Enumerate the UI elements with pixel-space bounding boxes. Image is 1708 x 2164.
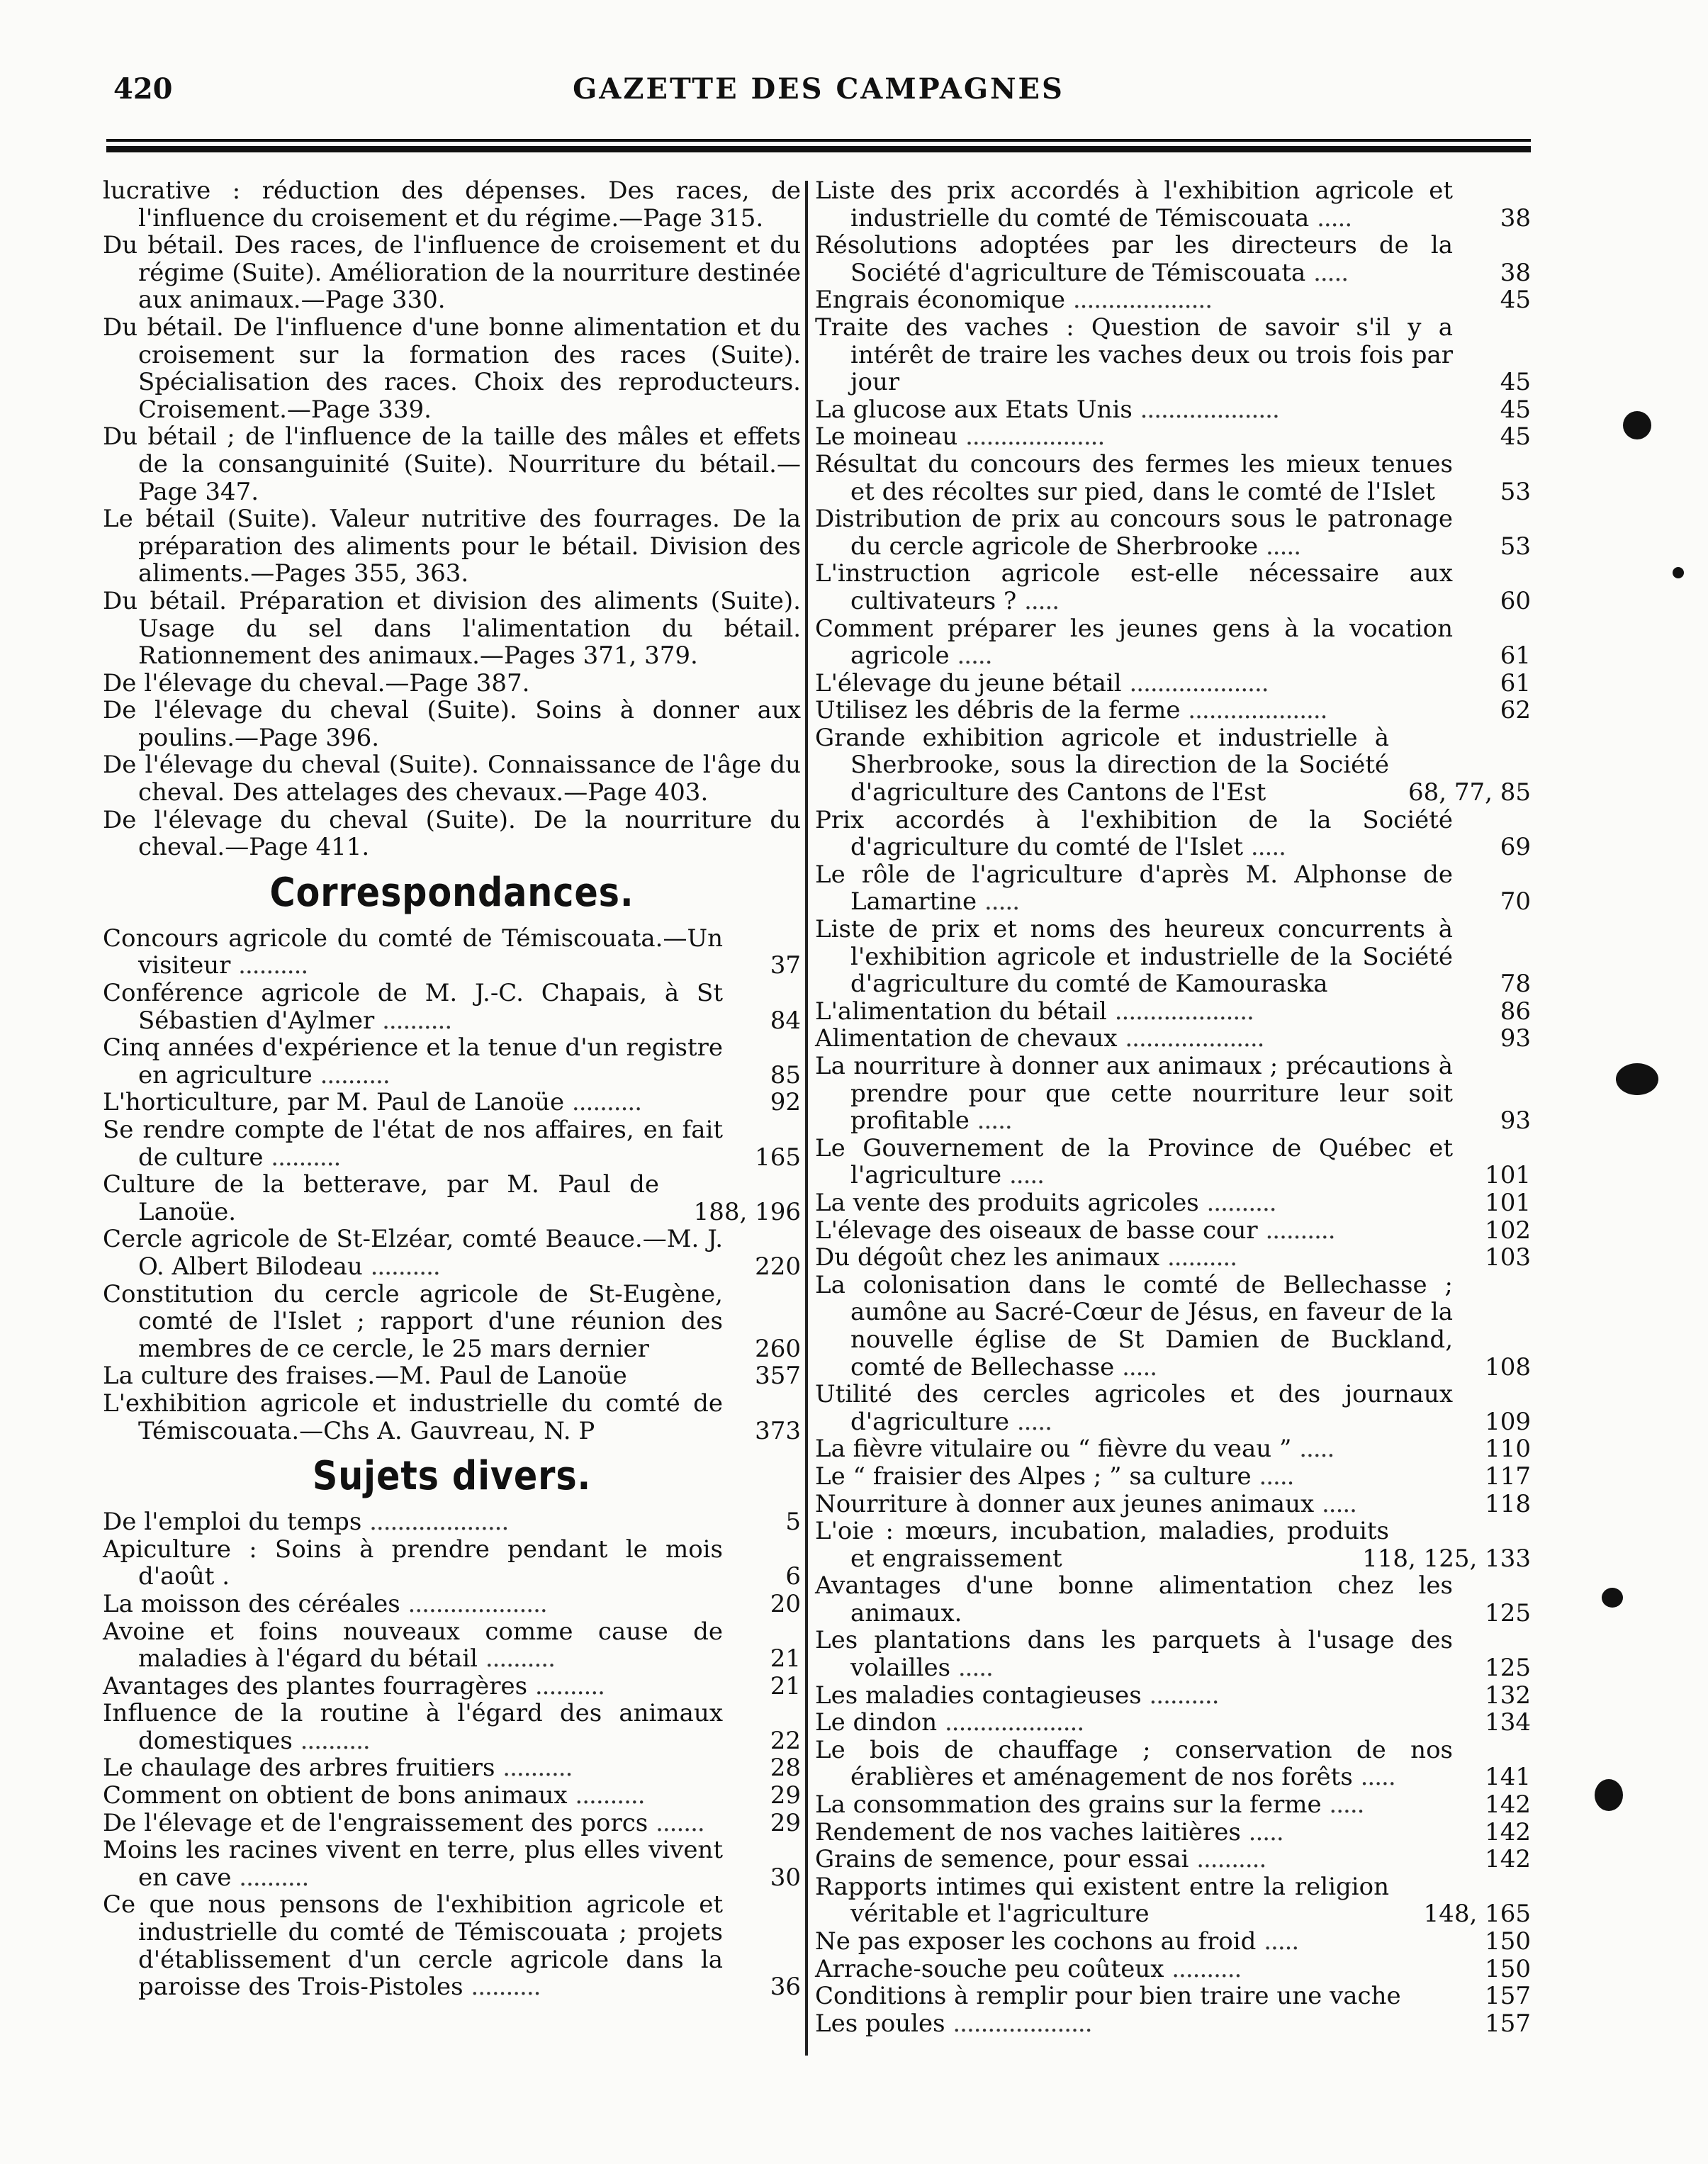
toc-entry: Du bétail. Préparation et division des aliments (Suite). Usage du sel dans l'alimentation du bétail. Rationnement des animaux.—Pages 371, 379.: [103, 586, 801, 671]
toc-entry: Le chaulage des arbres fruitiers .......... 28: [103, 1754, 801, 1783]
page-ref: 45: [1500, 395, 1531, 424]
page-ref: 101: [1485, 1161, 1531, 1190]
toc-entry: Moins les racines vivent en terre, plus elles vivent en cave .......... 30: [103, 1836, 801, 1892]
page-ref: 29: [770, 1808, 801, 1837]
page-ref: 188, 196: [693, 1197, 801, 1226]
right-column: [815, 177, 1531, 2037]
ink-speck: [1616, 1063, 1658, 1095]
toc-entry: La colonisation dans le comté de Bellechasse ; aumône au Sacré-Cœur de Jésus, en faveur de la nouvelle église de St Damien de Buckland, comté de Bellechasse ..... 108: [815, 1270, 1531, 1381]
toc-entry: Grande exhibition agricole et industrielle à Sherbrooke, sous la direction de la Société d'agriculture des Cantons de l'Est 68, 77, 85: [815, 723, 1531, 807]
sujets-list: [103, 1508, 801, 2001]
page-ref: 61: [1500, 641, 1531, 671]
toc-entry: Résolutions adoptées par les directeurs de la Société d'agriculture de Témiscouata ..... 38: [815, 231, 1531, 287]
page-ref: 103: [1485, 1243, 1531, 1272]
page-ref: 84: [770, 1006, 801, 1035]
page-ref: 92: [770, 1088, 801, 1117]
toc-entry: Distribution de prix au concours sous le patronage du cercle agricole de Sherbrooke ..... 53: [815, 505, 1531, 561]
ink-speck: [1595, 1779, 1623, 1811]
page-ref: 357: [755, 1362, 801, 1391]
toc-entry: De l'élevage du cheval (Suite). Soins à donner aux poulins.—Page 396.: [103, 696, 801, 752]
toc-entry: Comment on obtient de bons animaux .......... 29: [103, 1781, 801, 1810]
ink-speck: [1673, 567, 1684, 578]
toc-entry: L'instruction agricole est-elle nécessaire aux cultivateurs ? ..... 60: [815, 559, 1531, 615]
page-ref: 150: [1485, 1954, 1531, 1983]
page-ref: 134: [1485, 1708, 1531, 1737]
page-ref: 93: [1500, 1024, 1531, 1053]
page-number: 420: [113, 72, 173, 106]
page-ref: 78: [1500, 970, 1531, 999]
page-ref: 102: [1485, 1216, 1531, 1245]
page-ref: 86: [1500, 997, 1531, 1026]
continuation-list: [103, 177, 801, 861]
toc-entry: Le “ fraisier des Alpes ; ” sa culture ..... 117: [815, 1462, 1531, 1491]
header-rule-thick: [106, 146, 1531, 152]
toc-entry: Du bétail. Des races, de l'influence de croisement et du régime (Suite). Amélioration de la nourriture destinée aux animaux.—Page 330.: [103, 231, 801, 315]
toc-entry: Le bétail (Suite). Valeur nutritive des fourrages. De la préparation des aliments pour le bétail. Division des aliments.—Pages 355, 363.: [103, 505, 801, 588]
toc-entry: Le rôle de l'agriculture d'après M. Alphonse de Lamartine ..... 70: [815, 860, 1531, 916]
toc-entry: Liste de prix et noms des heureux concurrents à l'exhibition agricole et industrielle de la Société d'agriculture du comté de Kamouraska 78: [815, 915, 1531, 999]
toc-entry: Ne pas exposer les cochons au froid ..... 150: [815, 1927, 1531, 1956]
toc-entry: Cinq années d'expérience et la tenue d'un registre en agriculture .......... 85: [103, 1033, 801, 1089]
toc-entry: Constitution du cercle agricole de St-Eugène, comté de l'Islet ; rapport d'une réunion des membres de ce cercle, le 25 mars dernier 260: [103, 1279, 801, 1363]
page-ref: 60: [1500, 586, 1531, 615]
toc-entry: Utilité des cercles agricoles et des journaux d'agriculture ..... 109: [815, 1380, 1531, 1436]
page-ref: 125: [1485, 1598, 1531, 1627]
page-ref: 132: [1485, 1681, 1531, 1710]
page-ref: 125: [1485, 1654, 1531, 1683]
page-ref: 118: [1485, 1489, 1531, 1518]
toc-entry: Influence de la routine à l'égard des animaux domestiques .......... 22: [103, 1699, 801, 1755]
toc-entry: La fièvre vitulaire ou “ fièvre du veau ” ..... 110: [815, 1435, 1531, 1464]
page-ref: 6: [785, 1562, 801, 1591]
toc-entry: De l'emploi du temps .................... 5: [103, 1508, 801, 1537]
page-ref: 142: [1485, 1790, 1531, 1820]
toc-entry: Du bétail ; de l'influence de la taille des mâles et effets de la consanguinité (Suite). Nourriture du bétail.—Page 347.: [103, 422, 801, 506]
page-ref: 38: [1500, 203, 1531, 232]
toc-entry: La glucose aux Etats Unis .................... 45: [815, 395, 1531, 424]
page-ref: 141: [1485, 1763, 1531, 1792]
toc-entry: L'élevage des oiseaux de basse cour .......... 102: [815, 1216, 1531, 1245]
toc-entry: Alimentation de chevaux .................... 93: [815, 1024, 1531, 1053]
page-ref: 53: [1500, 532, 1531, 561]
page-ref: 165: [755, 1143, 801, 1172]
toc-entry: L'élevage du jeune bétail .................... 61: [815, 668, 1531, 697]
toc-entry: Se rendre compte de l'état de nos affaires, en fait de culture .......... 165: [103, 1116, 801, 1172]
page-ref: 45: [1500, 286, 1531, 315]
page-header: [106, 65, 1531, 115]
toc-entry: Arrache-souche peu coûteux .......... 150: [815, 1954, 1531, 1983]
toc-entry: Résultat du concours des fermes les mieux tenues et des récoltes sur pied, dans le comté de l'Islet 53: [815, 449, 1531, 506]
toc-entry: Comment préparer les jeunes gens à la vocation agricole ..... 61: [815, 614, 1531, 671]
page-ref: 85: [770, 1060, 801, 1089]
ink-speck: [1623, 411, 1651, 439]
toc-entry: La culture des fraises.—M. Paul de Lanoüe 357: [103, 1362, 801, 1391]
page-ref: 68, 77, 85: [1408, 778, 1531, 807]
section-title-sujets-divers: Sujets divers.: [312, 1453, 592, 1500]
page-ref: 109: [1485, 1407, 1531, 1436]
page-ref: 108: [1485, 1352, 1531, 1381]
toc-entry: Culture de la betterave, par M. Paul de Lanoüe. 188, 196: [103, 1170, 801, 1226]
toc-entry: Le bois de chauffage ; conservation de nos érablières et aménagement de nos forêts ..... 141: [815, 1735, 1531, 1792]
page-ref: 53: [1500, 477, 1531, 506]
page-ref: 62: [1500, 696, 1531, 725]
toc-entry: Les poules .................... 157: [815, 2009, 1531, 2038]
toc-entry: Conditions à remplir pour bien traire une vache 157: [815, 1982, 1531, 2011]
toc-entry: lucrative : réduction des dépenses. Des races, de l'influence du croisement et du régime.—Page 315.: [103, 176, 801, 232]
toc-entry: Utilisez les débris de la ferme .................... 62: [815, 696, 1531, 725]
section-title-correspondances: Correspondances.: [269, 869, 634, 916]
page-ref: 142: [1485, 1817, 1531, 1846]
toc-entry: Du bétail. De l'influence d'une bonne alimentation et du croisement sur la formation des races (Suite). Spécialisation des races. Choix des reproducteurs. Croisement.—Page 339.: [103, 313, 801, 424]
toc-entry: Le moineau .................... 45: [815, 422, 1531, 452]
toc-entry: Grains de semence, pour essai .......... 142: [815, 1845, 1531, 1874]
toc-entry: Nourriture à donner aux jeunes animaux ..... 118: [815, 1489, 1531, 1518]
toc-entry: Prix accordés à l'exhibition de la Société d'agriculture du comté de l'Islet ..... 69: [815, 805, 1531, 862]
page-ref: 29: [770, 1781, 801, 1810]
toc-entry: Engrais économique .................... 45: [815, 286, 1531, 315]
page-ref: 61: [1500, 668, 1531, 697]
toc-entry: L'alimentation du bétail .................... 86: [815, 997, 1531, 1026]
toc-entry: De l'élevage et de l'engraissement des porcs ....... 29: [103, 1808, 801, 1837]
page-ref: 45: [1500, 368, 1531, 397]
ink-speck: [1602, 1588, 1623, 1608]
page-ref: 70: [1500, 887, 1531, 916]
column-divider: [805, 181, 808, 2056]
page-ref: 110: [1485, 1435, 1531, 1464]
toc-entry: La consommation des grains sur la ferme ..... 142: [815, 1790, 1531, 1820]
page-ref: 148, 165: [1423, 1900, 1531, 1929]
toc-entry: Liste des prix accordés à l'exhibition agricole et industrielle du comté de Témiscouata ..... 38: [815, 176, 1531, 232]
page-ref: 22: [770, 1726, 801, 1755]
toc-entry: De l'élevage du cheval (Suite). De la nourriture du cheval.—Page 411.: [103, 805, 801, 862]
page-ref: 220: [755, 1252, 801, 1281]
toc-entry: De l'élevage du cheval.—Page 387.: [103, 668, 530, 697]
page-ref: 260: [755, 1334, 801, 1363]
running-title: GAZETTE DES CAMPAGNES: [573, 72, 1064, 106]
page-ref: 28: [770, 1754, 801, 1783]
toc-entry: Du dégoût chez les animaux .......... 103: [815, 1243, 1531, 1272]
page-ref: 37: [770, 951, 801, 980]
page-ref: 36: [770, 1973, 801, 2002]
toc-entry: L'horticulture, par M. Paul de Lanoüe .......... 92: [103, 1088, 801, 1117]
page-ref: 157: [1485, 2009, 1531, 2038]
toc-entry: Avoine et foins nouveaux comme cause de maladies à l'égard du bétail .......... 21: [103, 1617, 801, 1674]
toc-entry: La vente des produits agricoles .......... 101: [815, 1188, 1531, 1217]
correspondances-list: [103, 925, 801, 1445]
page-ref: 157: [1485, 1982, 1531, 2011]
page-ref: 45: [1500, 422, 1531, 452]
right-entry-list: [815, 177, 1531, 2037]
page-ref: 30: [770, 1863, 801, 1892]
toc-entry: Concours agricole du comté de Témiscouata.—Un visiteur .......... 37: [103, 924, 801, 980]
page-ref: 101: [1485, 1188, 1531, 1217]
toc-entry: Cercle agricole de St-Elzéar, comté Beauce.—M. J. O. Albert Bilodeau .......... 220: [103, 1225, 801, 1281]
header-rule-thin: [106, 139, 1531, 142]
toc-entry: De l'élevage du cheval (Suite). Connaissance de l'âge du cheval. Des attelages des chevaux.—Page 403.: [103, 751, 801, 807]
toc-entry: La nourriture à donner aux animaux ; précautions à prendre pour que cette nourriture leur soit profitable ..... 93: [815, 1052, 1531, 1136]
page-ref: 21: [770, 1644, 801, 1674]
toc-entry: L'oie : mœurs, incubation, maladies, produits et engraissement 118, 125, 133: [815, 1517, 1531, 1573]
toc-entry: Le Gouvernement de la Province de Québec et l'agriculture ..... 101: [815, 1133, 1531, 1190]
toc-entry: Le dindon .................... 134: [815, 1708, 1531, 1737]
page-ref: 142: [1485, 1845, 1531, 1874]
toc-entry: Apiculture : Soins à prendre pendant le mois d'août . 6: [103, 1535, 801, 1591]
page-ref: 69: [1500, 833, 1531, 862]
toc-entry: Avantages des plantes fourragères .......... 21: [103, 1671, 801, 1700]
toc-entry: Rapports intimes qui existent entre la religion véritable et l'agriculture 148, 165: [815, 1872, 1531, 1929]
toc-entry: Ce que nous pensons de l'exhibition agricole et industrielle du comté de Témiscouata ; projets d'établissement d'un cercle agricole dans la paroisse des Trois-Pistoles .......... 36: [103, 1890, 801, 2002]
page-ref: 5: [785, 1508, 801, 1537]
toc-entry: L'exhibition agricole et industrielle du comté de Témiscouata.—Chs A. Gauvreau, N. P 373: [103, 1389, 801, 1445]
page-ref: 20: [770, 1589, 801, 1618]
page-ref: 373: [755, 1416, 801, 1445]
page-ref: 21: [770, 1671, 801, 1700]
toc-entry: Les maladies contagieuses .......... 132: [815, 1681, 1531, 1710]
left-column: [103, 177, 801, 2001]
page-ref: 38: [1500, 258, 1531, 287]
page-ref: 93: [1500, 1106, 1531, 1136]
toc-entry: Conférence agricole de M. J.-C. Chapais, à St Sébastien d'Aylmer .......... 84: [103, 979, 801, 1035]
page-ref: 117: [1485, 1462, 1531, 1491]
toc-entry: Rendement de nos vaches laitières ..... 142: [815, 1817, 1531, 1846]
toc-entry: Avantages d'une bonne alimentation chez les animaux. 125: [815, 1571, 1531, 1627]
page-ref: 118, 125, 133: [1362, 1544, 1531, 1573]
toc-entry: Les plantations dans les parquets à l'usage des volailles ..... 125: [815, 1626, 1531, 1683]
toc-entry: La moisson des céréales .................... 20: [103, 1589, 801, 1618]
toc-entry: Traite des vaches : Question de savoir s'il y a intérêt de traire les vaches deux ou trois fois par jour 45: [815, 313, 1531, 397]
page-ref: 150: [1485, 1927, 1531, 1956]
